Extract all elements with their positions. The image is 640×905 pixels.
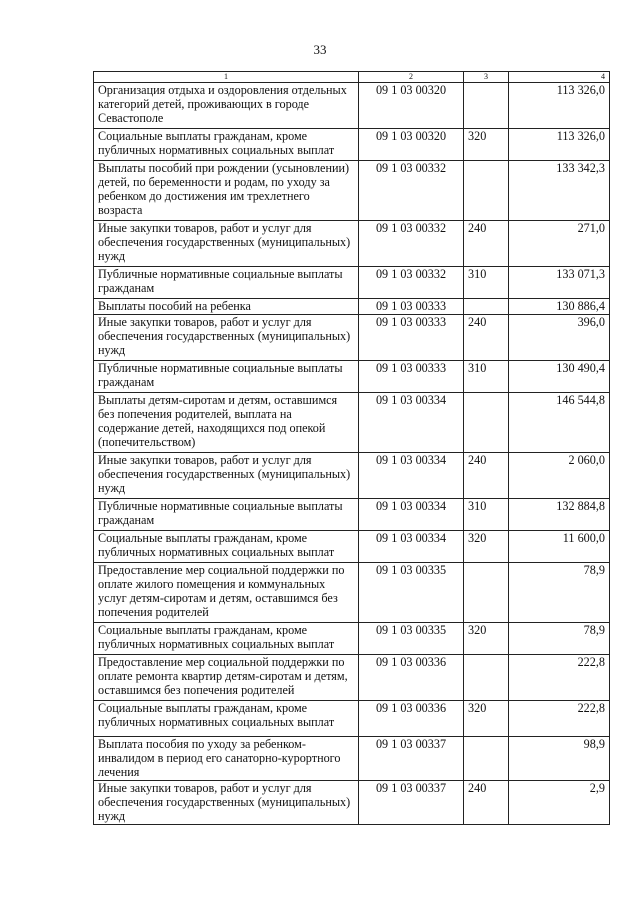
row-name-cell: Выплаты пособий на ребенка — [94, 299, 359, 315]
row-amount-cell: 2 060,0 — [509, 453, 610, 499]
row-kvr-cell: 320 — [464, 623, 509, 655]
row-name-cell: Социальные выплаты гражданам, кроме публичных нормативных социальных выплат — [94, 701, 359, 737]
row-amount-cell: 2,9 — [509, 781, 610, 825]
row-code-cell: 09 1 03 00336 — [359, 655, 464, 701]
row-code-cell: 09 1 03 00335 — [359, 623, 464, 655]
table-row — [94, 655, 610, 701]
row-kvr-cell — [464, 563, 509, 623]
header-col-3: 3 — [464, 72, 509, 83]
row-name-cell: Публичные нормативные социальные выплаты гражданам — [94, 267, 359, 299]
row-code-cell: 09 1 03 00334 — [359, 453, 464, 499]
row-code-cell: 09 1 03 00333 — [359, 315, 464, 361]
row-amount-cell: 133 071,3 — [509, 267, 610, 299]
row-name-cell: Предоставление мер социальной поддержки по оплате жилого помещения и коммунальных услуг детям-сиротам и детям, оставшимся без попечения родителей — [94, 563, 359, 623]
row-name-cell: Публичные нормативные социальные выплаты гражданам — [94, 499, 359, 531]
row-code-cell: 09 1 03 00336 — [359, 701, 464, 737]
row-amount-cell: 396,0 — [509, 315, 610, 361]
row-amount-cell: 271,0 — [509, 221, 610, 267]
row-code-cell: 09 1 03 00334 — [359, 393, 464, 453]
row-name-cell: Социальные выплаты гражданам, кроме публичных нормативных социальных выплат — [94, 531, 359, 563]
row-name-cell: Социальные выплаты гражданам, кроме публичных нормативных социальных выплат — [94, 129, 359, 161]
row-code-cell: 09 1 03 00337 — [359, 737, 464, 781]
table-row — [94, 361, 610, 393]
row-name-cell: Социальные выплаты гражданам, кроме публичных нормативных социальных выплат — [94, 623, 359, 655]
table-row — [94, 221, 610, 267]
row-amount-cell: 113 326,0 — [509, 83, 610, 129]
row-kvr-cell: 310 — [464, 499, 509, 531]
row-kvr-cell: 320 — [464, 701, 509, 737]
row-amount-cell: 130 886,4 — [509, 299, 610, 315]
table-row — [94, 83, 610, 129]
table-row — [94, 299, 610, 315]
row-code-cell: 09 1 03 00333 — [359, 299, 464, 315]
row-kvr-cell — [464, 655, 509, 701]
row-amount-cell: 78,9 — [509, 623, 610, 655]
table-row — [94, 267, 610, 299]
row-amount-cell: 133 342,3 — [509, 161, 610, 221]
table-row — [94, 737, 610, 781]
table-row — [94, 161, 610, 221]
budget-table — [93, 71, 610, 825]
row-name-cell: Публичные нормативные социальные выплаты гражданам — [94, 361, 359, 393]
row-name-cell: Иные закупки товаров, работ и услуг для обеспечения государственных (муниципальных) нужд — [94, 453, 359, 499]
table-row — [94, 531, 610, 563]
table-row — [94, 623, 610, 655]
row-name-cell: Иные закупки товаров, работ и услуг для обеспечения государственных (муниципальных) нужд — [94, 221, 359, 267]
row-kvr-cell: 310 — [464, 361, 509, 393]
header-col-1: 1 — [94, 72, 359, 83]
row-name-cell: Организация отдыха и оздоровления отдельных категорий детей, проживающих в городе Севастополе — [94, 83, 359, 129]
row-amount-cell: 222,8 — [509, 701, 610, 737]
table-header-row — [94, 72, 610, 83]
table-row — [94, 393, 610, 453]
table-row — [94, 563, 610, 623]
row-code-cell: 09 1 03 00332 — [359, 267, 464, 299]
row-code-cell: 09 1 03 00320 — [359, 129, 464, 161]
row-kvr-cell: 310 — [464, 267, 509, 299]
table-row — [94, 315, 610, 361]
table-row — [94, 453, 610, 499]
row-name-cell: Выплаты пособий при рождении (усыновлении) детей, по беременности и родам, по уходу за ребенком до достижения им трехлетнего возраста — [94, 161, 359, 221]
row-kvr-cell: 320 — [464, 531, 509, 563]
row-name-cell: Выплата пособия по уходу за ребенком-инвалидом в период его санаторно-курортного лечения — [94, 737, 359, 781]
row-kvr-cell: 320 — [464, 129, 509, 161]
row-kvr-cell — [464, 299, 509, 315]
row-amount-cell: 132 884,8 — [509, 499, 610, 531]
row-code-cell: 09 1 03 00332 — [359, 221, 464, 267]
row-name-cell: Предоставление мер социальной поддержки по оплате ремонта квартир детям-сиротам и детям, оставшимся без попечения родителей — [94, 655, 359, 701]
row-amount-cell: 78,9 — [509, 563, 610, 623]
row-kvr-cell: 240 — [464, 453, 509, 499]
row-kvr-cell — [464, 83, 509, 129]
table-row — [94, 129, 610, 161]
row-kvr-cell: 240 — [464, 315, 509, 361]
row-kvr-cell — [464, 161, 509, 221]
row-code-cell: 09 1 03 00320 — [359, 83, 464, 129]
row-kvr-cell: 240 — [464, 221, 509, 267]
row-code-cell: 09 1 03 00333 — [359, 361, 464, 393]
row-kvr-cell — [464, 737, 509, 781]
row-code-cell: 09 1 03 00334 — [359, 499, 464, 531]
row-code-cell: 09 1 03 00337 — [359, 781, 464, 825]
row-kvr-cell: 240 — [464, 781, 509, 825]
row-amount-cell: 98,9 — [509, 737, 610, 781]
table-row — [94, 499, 610, 531]
row-name-cell: Иные закупки товаров, работ и услуг для обеспечения государственных (муниципальных) нужд — [94, 315, 359, 361]
row-code-cell: 09 1 03 00335 — [359, 563, 464, 623]
row-name-cell: Иные закупки товаров, работ и услуг для обеспечения государственных (муниципальных) нужд — [94, 781, 359, 825]
row-amount-cell: 130 490,4 — [509, 361, 610, 393]
page-number: 33 — [313, 42, 327, 57]
table-row — [94, 781, 610, 825]
row-name-cell: Выплаты детям-сиротам и детям, оставшимся без попечения родителей, выплата на содержание детей, находящихся под опекой (попечительством) — [94, 393, 359, 453]
header-col-4: 4 — [509, 72, 610, 83]
row-amount-cell: 222,8 — [509, 655, 610, 701]
header-col-2: 2 — [359, 72, 464, 83]
row-amount-cell: 146 544,8 — [509, 393, 610, 453]
row-amount-cell: 11 600,0 — [509, 531, 610, 563]
row-code-cell: 09 1 03 00332 — [359, 161, 464, 221]
row-kvr-cell — [464, 393, 509, 453]
row-amount-cell: 113 326,0 — [509, 129, 610, 161]
table-row — [94, 701, 610, 737]
row-code-cell: 09 1 03 00334 — [359, 531, 464, 563]
